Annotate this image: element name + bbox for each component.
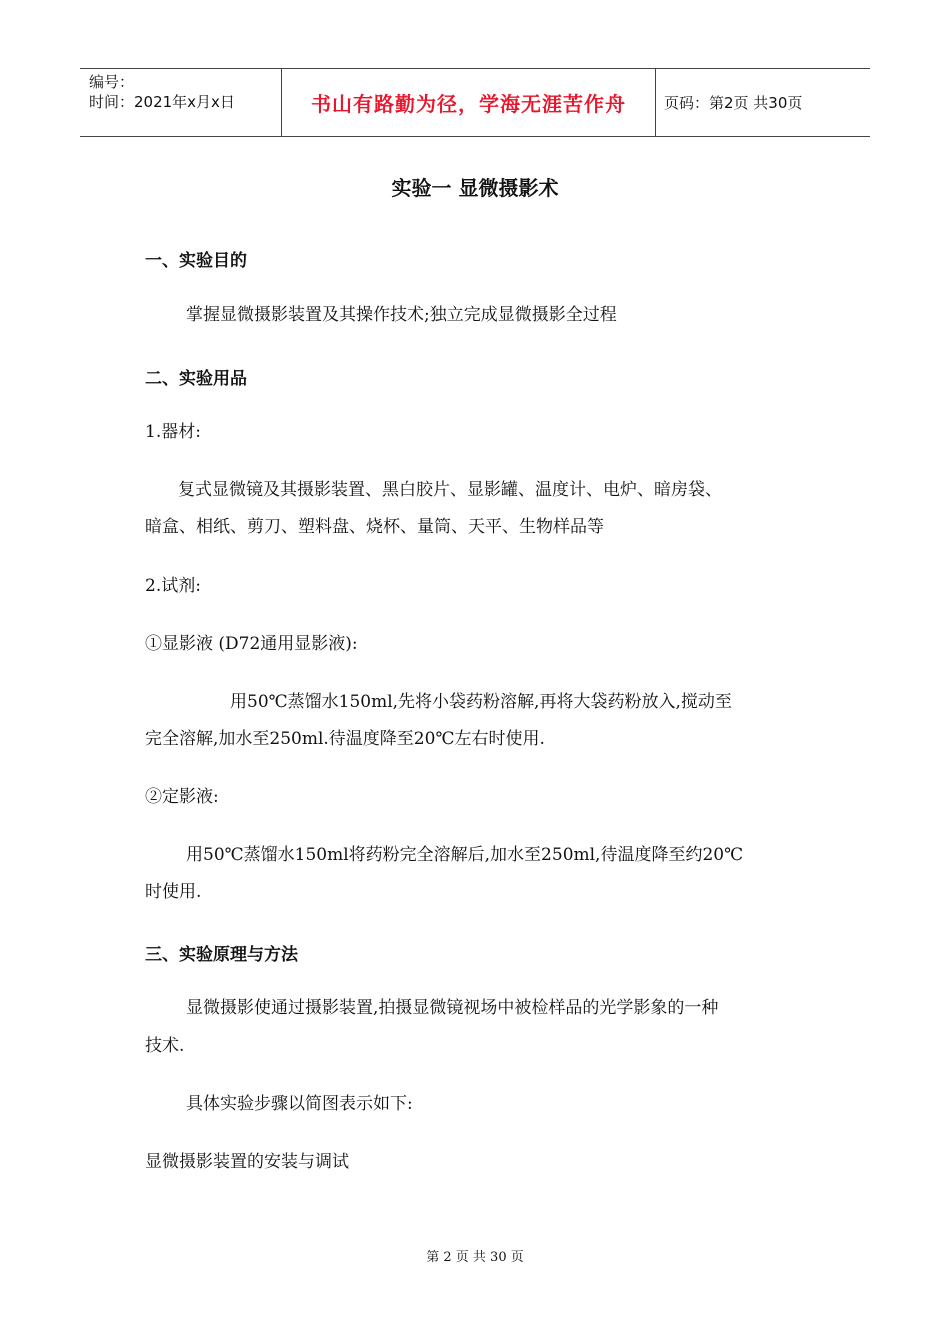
- equipment-line-2: 暗盒、相纸、剪刀、塑料盘、烧杯、量筒、天平、生物样品等: [145, 517, 604, 537]
- header-page-info: 页码：第2页 共30页: [664, 94, 803, 112]
- fixer-line-2: 时使用.: [145, 882, 202, 902]
- header-time: 时间：2021年x月x日: [89, 93, 235, 111]
- section-heading-purpose: 一、实验目的: [145, 251, 247, 271]
- steps-intro: 具体实验步骤以简图表示如下:: [186, 1094, 413, 1114]
- fixer-line-1: 用50℃蒸馏水150ml将药粉完全溶解后,加水至250ml,待温度降至约20℃: [186, 845, 744, 865]
- page-footer: 第 2 页 共 30 页: [426, 1250, 524, 1265]
- header-number-label: 编号：: [89, 73, 135, 91]
- principle-line-2: 技术.: [145, 1036, 185, 1056]
- reagent-label: 2.试剂:: [145, 576, 201, 596]
- developer-line-2: 完全溶解,加水至250ml.待温度降至20℃左右时使用.: [145, 729, 545, 749]
- developer-line-1: 用50℃蒸馏水150ml,先将小袋药粉溶解,再将大袋药粉放入,搅动至: [230, 692, 732, 712]
- header-meta: [89, 72, 235, 112]
- equipment-line-1: 复式显微镜及其摄影装置、黑白胶片、显影罐、温度计、电炉、暗房袋、: [178, 480, 722, 500]
- document-title: 实验一 显微摄影术: [391, 176, 559, 200]
- fixer-label: ②定影液:: [145, 787, 219, 807]
- install-title: 显微摄影装置的安装与调试: [145, 1152, 349, 1172]
- header-motto: 书山有路勤为径，学海无涯苦作舟: [311, 92, 626, 116]
- developer-label: ①显影液 (D72通用显影液):: [145, 634, 358, 654]
- section-heading-principle: 三、实验原理与方法: [145, 945, 298, 965]
- purpose-text: 掌握显微摄影装置及其操作技术;独立完成显微摄影全过程: [186, 305, 617, 325]
- page-header: [80, 68, 870, 137]
- header-divider: [655, 69, 656, 136]
- equipment-label: 1.器材:: [145, 422, 201, 442]
- section-heading-materials: 二、实验用品: [145, 369, 247, 389]
- principle-line-1: 显微摄影使通过摄影装置,拍摄显微镜视场中被检样品的光学影象的一种: [186, 998, 719, 1018]
